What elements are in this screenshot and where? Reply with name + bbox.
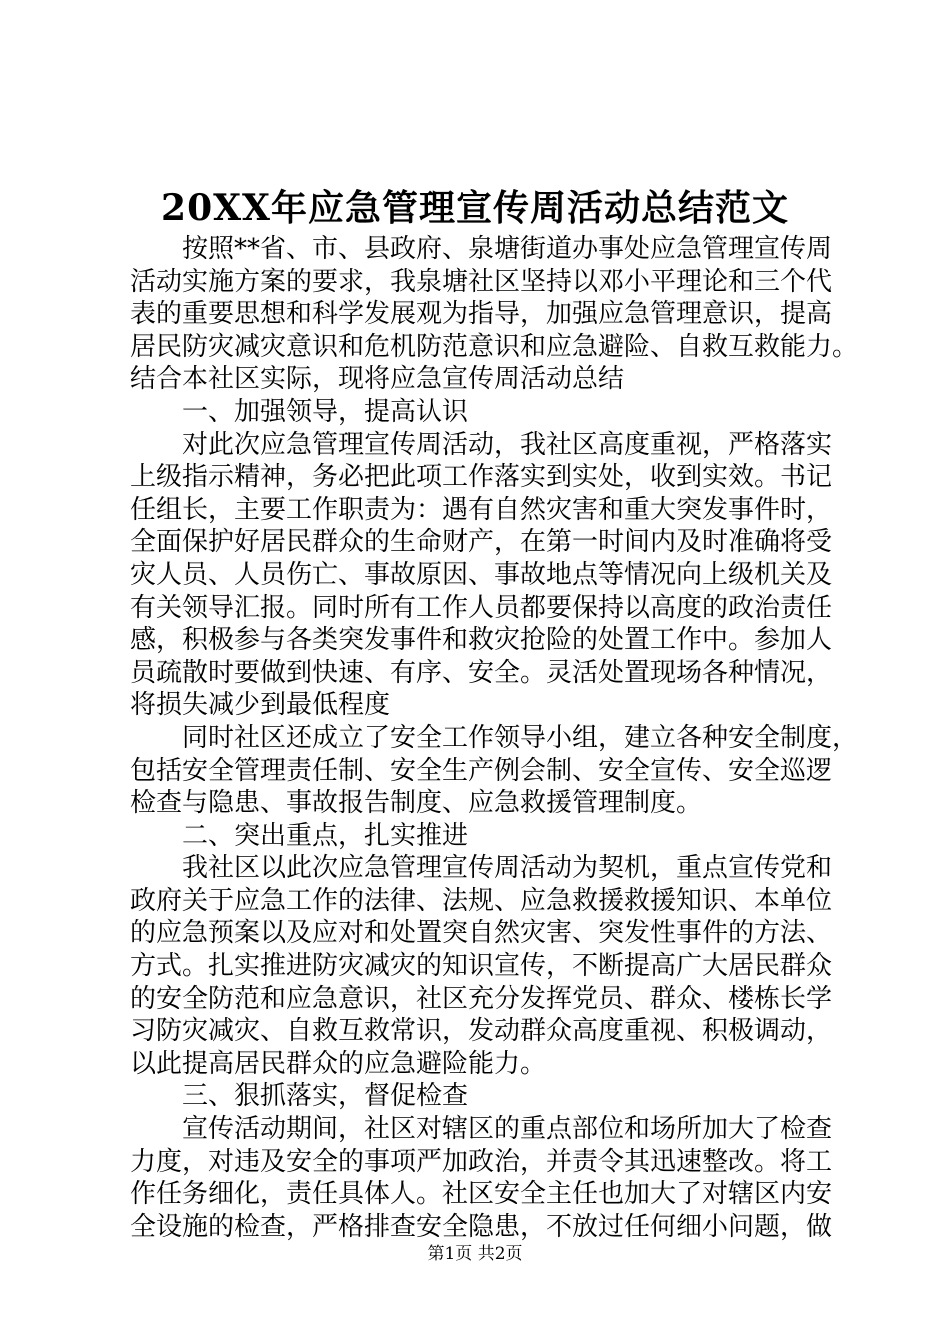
body-line: 同时社区还成立了安全工作领导小组，建立各种安全制度， [182, 722, 859, 753]
body-line: 宣传活动期间，社区对辖区的重点部位和场所加大了检查 [182, 1114, 833, 1145]
page-number-footer: 第1页 共2页 [427, 1244, 523, 1264]
document-body [130, 233, 859, 1243]
body-line: 员疏散时要做到快速、有序、安全。灵活处置现场各种情况， [130, 657, 833, 688]
body-line: 任组长，主要工作职责为：遇有自然灾害和重大突发事件时， [130, 494, 833, 525]
body-line: 结合本社区实际，现将应急宣传周活动总结 [130, 364, 625, 395]
body-line: 对此次应急管理宣传周活动，我社区高度重视，严格落实 [182, 429, 833, 460]
body-line: 的应急预案以及应对和处置突自然灾害、突发性事件的方法、 [130, 918, 833, 949]
document-title: 20XX年应急管理宣传周活动总结范文 [161, 187, 789, 229]
body-line: 包括安全管理责任制、安全生产例会制、安全宣传、安全巡逻 [130, 755, 833, 786]
body-line: 按照**省、市、县政府、泉塘街道办事处应急管理宣传周 [182, 234, 833, 264]
body-line: 全设施的检查，严格排查安全隐患，不放过任何细小问题，做 [130, 1211, 833, 1242]
section-heading-1: 一、加强领导，提高认识 [182, 396, 469, 427]
body-line: 力度，对违及安全的事项严加政治，并责令其迅速整改。将工 [130, 1146, 833, 1177]
body-line: 灾人员、人员伤亡、事故原因、事故地点等情况向上级机关及 [130, 559, 833, 590]
section-heading-2: 二、突出重点，扎实推进 [182, 820, 469, 851]
section-heading-3: 三、狠抓落实，督促检查 [182, 1081, 469, 1112]
body-line: 表的重要思想和科学发展观为指导，加强应急管理意识，提高 [130, 299, 833, 330]
body-line: 政府关于应急工作的法律、法规、应急救援救援知识、本单位 [130, 885, 833, 916]
body-line: 全面保护好居民群众的生命财产，在第一时间内及时准确将受 [130, 527, 833, 558]
body-line: 以此提高居民群众的应急避险能力。 [130, 1048, 547, 1079]
body-line: 检查与隐患、事故报告制度、应急救援管理制度。 [130, 788, 703, 819]
body-line: 作任务细化，责任具体人。社区安全主任也加大了对辖区内安 [130, 1179, 833, 1210]
body-line: 习防灾减灾、自救互救常识，发动群众高度重视、积极调动， [130, 1016, 833, 1047]
body-line: 感，积极参与各类突发事件和救灾抢险的处置工作中。参加人 [130, 625, 833, 656]
body-line: 活动实施方案的要求，我泉塘社区坚持以邓小平理论和三个代 [130, 266, 833, 297]
body-line: 居民防灾减灾意识和危机防范意识和应急避险、自救互救能力。 [130, 331, 859, 362]
body-line: 将损失减少到最低程度 [130, 690, 391, 721]
body-line: 的安全防范和应急意识，社区充分发挥党员、群众、楼栋长学 [130, 983, 833, 1014]
body-line: 我社区以此次应急管理宣传周活动为契机，重点宣传党和 [182, 853, 833, 884]
body-line: 方式。扎实推进防灾减灾的知识宣传，不断提高广大居民群众 [130, 951, 833, 982]
body-line: 有关领导汇报。同时所有工作人员都要保持以高度的政治责任 [130, 592, 833, 623]
body-line: 上级指示精神，务必把此项工作落实到实处，收到实效。书记 [130, 462, 833, 493]
